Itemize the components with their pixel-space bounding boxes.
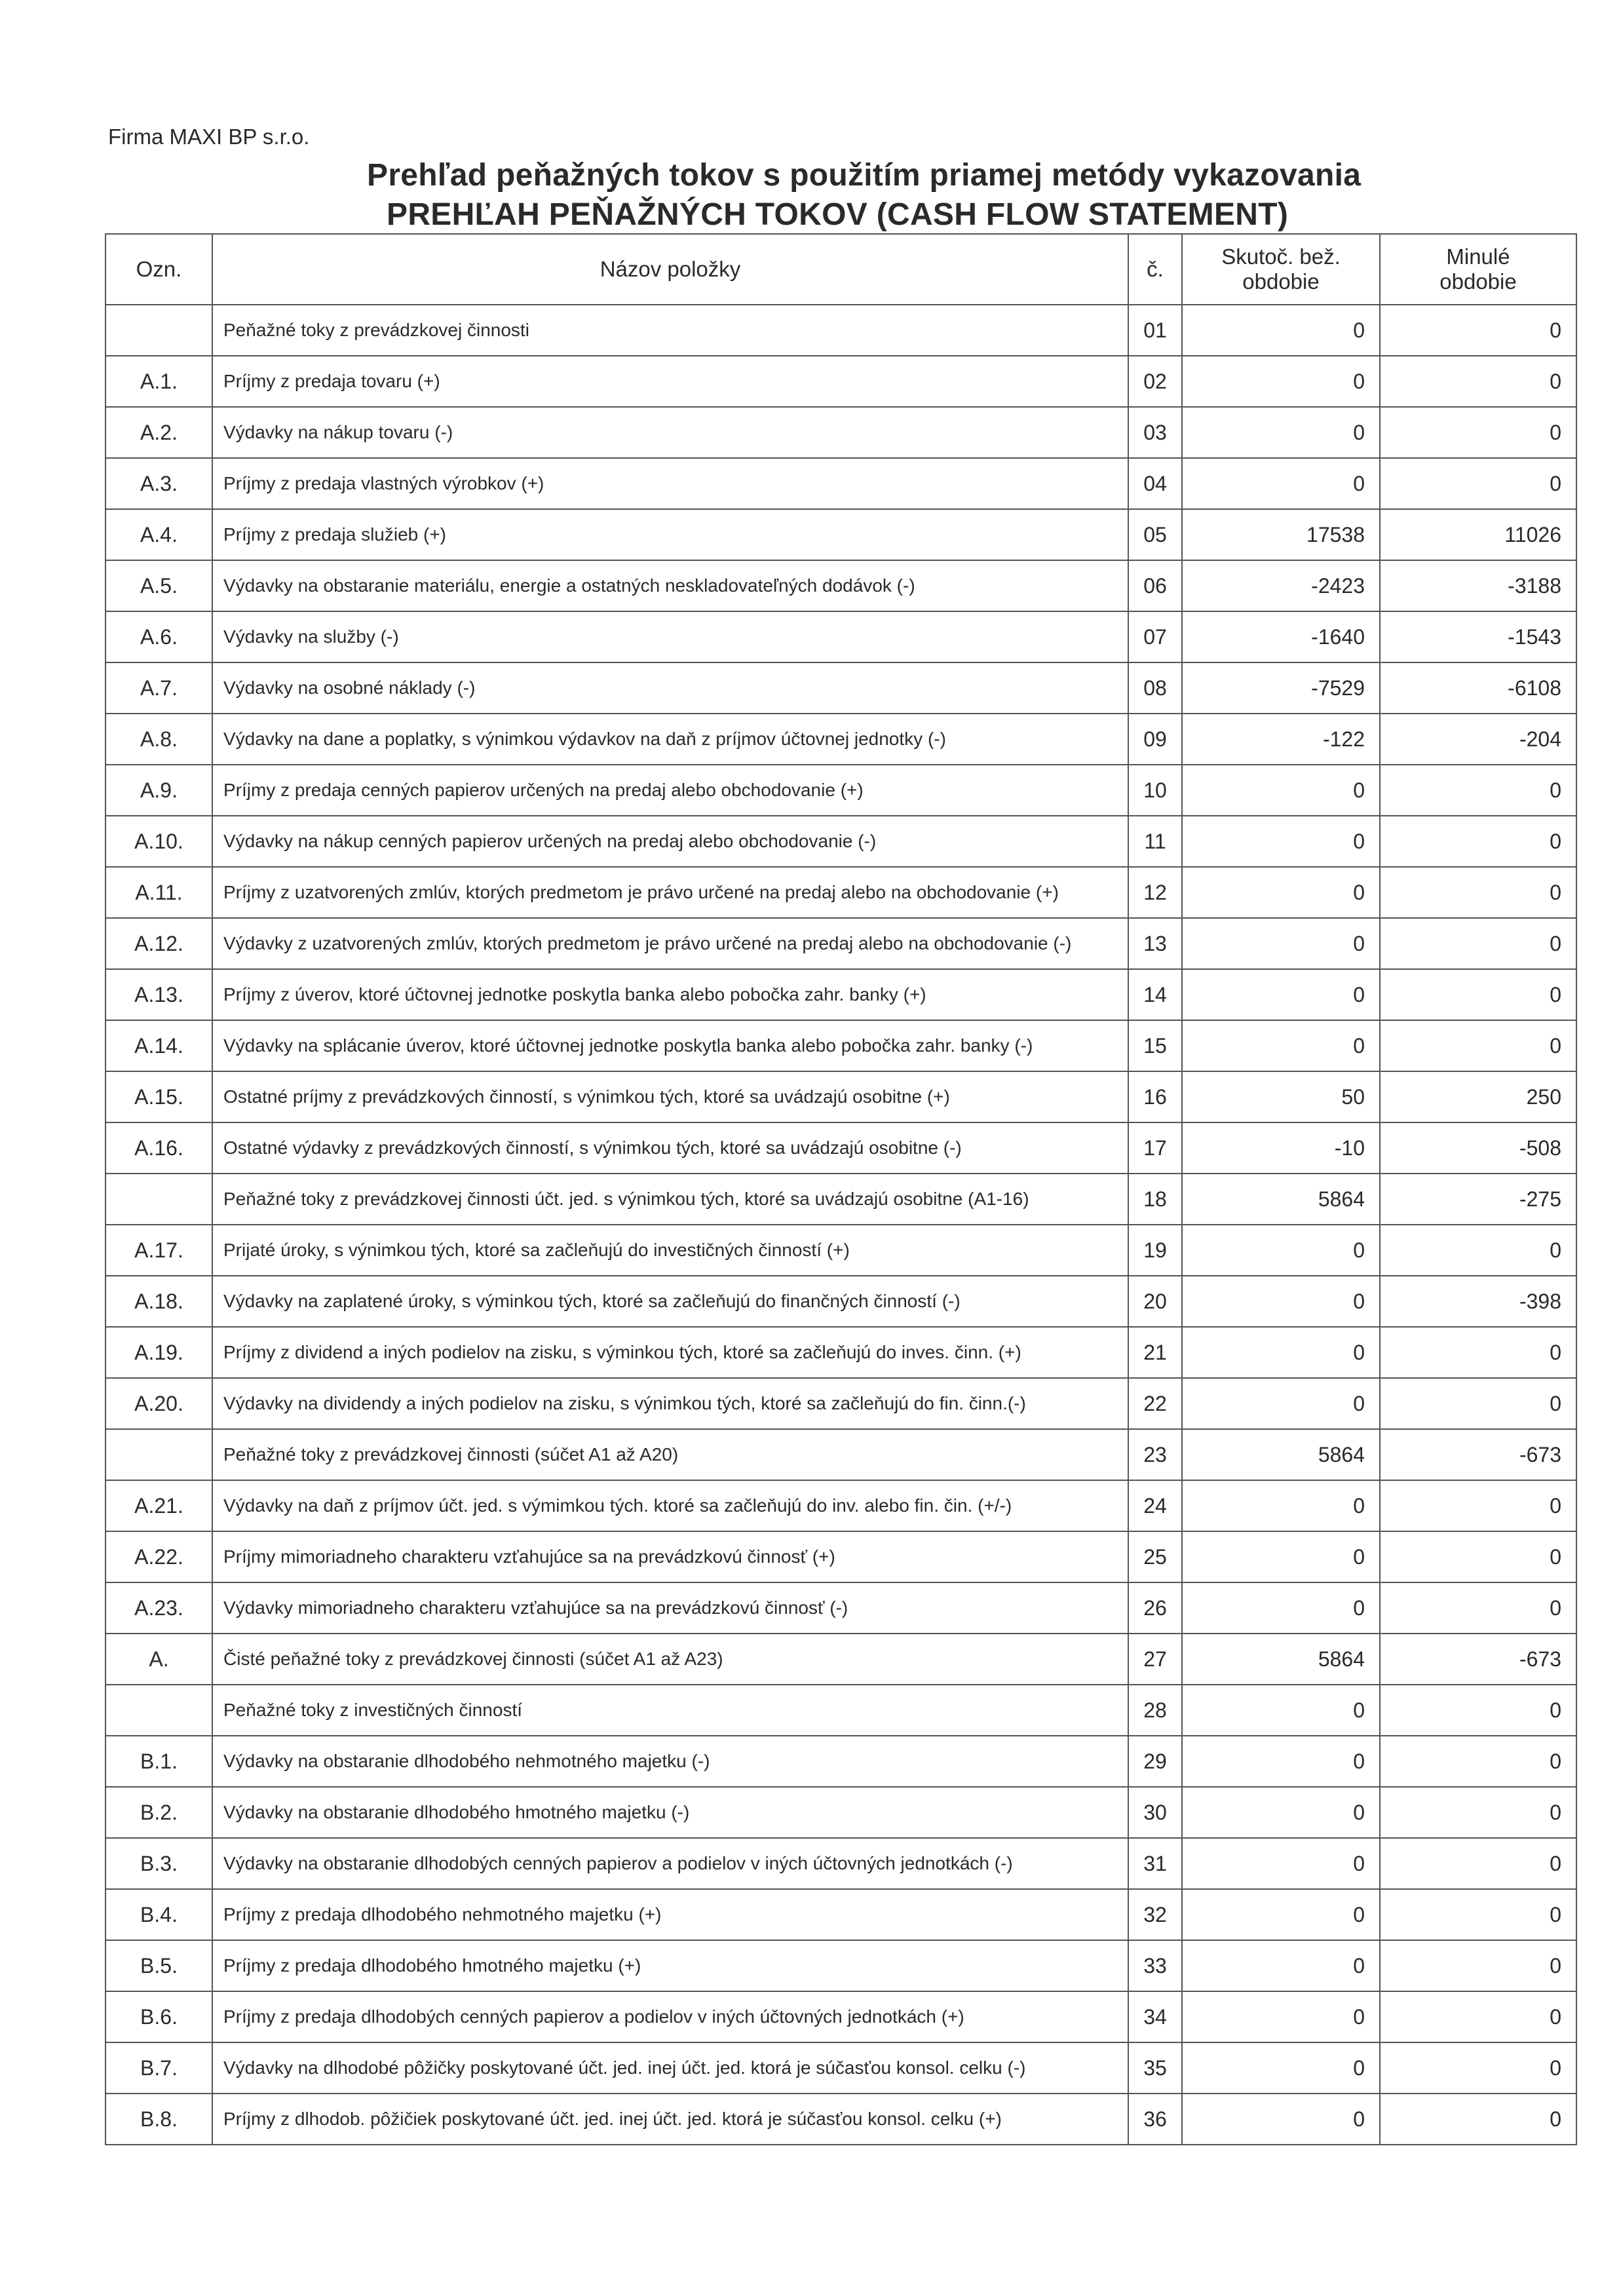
row-current-value: 0 (1183, 970, 1381, 1020)
row-number: 18 (1129, 1174, 1183, 1224)
row-previous-value: 0 (1381, 1583, 1577, 1633)
row-number: 11 (1129, 816, 1183, 866)
row-previous-value: 0 (1381, 1788, 1577, 1837)
row-number: 21 (1129, 1328, 1183, 1377)
row-number: 29 (1129, 1736, 1183, 1786)
row-previous-value: -275 (1381, 1174, 1577, 1224)
row-ozn: B.8. (106, 2094, 213, 2144)
table-row (106, 1736, 1577, 1788)
row-current-value: 5864 (1183, 1174, 1381, 1224)
table-row (106, 1788, 1577, 1839)
header-ozn: Ozn. (106, 235, 213, 304)
row-name: Príjmy z predaja služieb (+) (213, 510, 1129, 560)
row-name: Výdavky na nákup tovaru (-) (213, 408, 1129, 457)
table-row (106, 305, 1577, 356)
row-previous-value: 0 (1381, 2094, 1577, 2144)
row-name: Peňažné toky z prevádzkovej činnosti (213, 305, 1129, 355)
table-row (106, 1072, 1577, 1123)
row-name: Príjmy z predaja cenných papierov určených na predaj alebo obchodovanie (+) (213, 765, 1129, 815)
row-number: 33 (1129, 1941, 1183, 1991)
table-header (106, 235, 1577, 305)
row-ozn (106, 1430, 213, 1480)
row-number: 31 (1129, 1839, 1183, 1888)
row-ozn: A.10. (106, 816, 213, 866)
row-previous-value: 0 (1381, 1685, 1577, 1735)
table-row (106, 1174, 1577, 1225)
row-current-value: 0 (1183, 1379, 1381, 1428)
row-current-value: 17538 (1183, 510, 1381, 560)
company-name: Firma MAXI BP s.r.o. (108, 124, 310, 149)
row-name: Ostatné príjmy z prevádzkových činností, s výnimkou tých, ktoré sa uvádzajú osobitne (+) (213, 1072, 1129, 1122)
header-number: č. (1129, 235, 1183, 304)
row-ozn (106, 1174, 213, 1224)
row-current-value: 0 (1183, 816, 1381, 866)
row-ozn (106, 1685, 213, 1735)
row-number: 25 (1129, 1532, 1183, 1582)
row-previous-value: 0 (1381, 2043, 1577, 2093)
row-ozn: A.13. (106, 970, 213, 1020)
row-name: Príjmy z dividend a iných podielov na zisku, s výminkou tých, ktoré sa začleňujú do inves. činn. (+) (213, 1328, 1129, 1377)
table-body (106, 305, 1577, 2145)
row-number: 04 (1129, 459, 1183, 508)
row-ozn: A.8. (106, 714, 213, 764)
table-row (106, 1021, 1577, 1072)
row-previous-value: 0 (1381, 408, 1577, 457)
row-current-value: 0 (1183, 1890, 1381, 1940)
header-previous-period (1381, 235, 1577, 304)
row-previous-value: 0 (1381, 1328, 1577, 1377)
row-previous-value: 0 (1381, 1379, 1577, 1428)
row-ozn: A. (106, 1634, 213, 1684)
row-ozn: A.11. (106, 868, 213, 917)
row-number: 13 (1129, 919, 1183, 968)
table-row (106, 714, 1577, 765)
table-row (106, 663, 1577, 714)
row-ozn: A.2. (106, 408, 213, 457)
row-number: 10 (1129, 765, 1183, 815)
row-number: 34 (1129, 1992, 1183, 2042)
row-name: Výdavky na dividendy a iných podielov na zisku, s výnimkou tých, ktoré sa začleňujú do fin. činn.(-) (213, 1379, 1129, 1428)
row-name: Výdavky na dlhodobé pôžičky poskytované účt. jed. inej účt. jed. ktorá je súčasťou konsol. celku (-) (213, 2043, 1129, 2093)
row-number: 32 (1129, 1890, 1183, 1940)
row-previous-value: 0 (1381, 1021, 1577, 1071)
row-current-value: 0 (1183, 1225, 1381, 1275)
table-row (106, 1583, 1577, 1634)
row-previous-value: 0 (1381, 459, 1577, 508)
table-row (106, 1225, 1577, 1276)
row-previous-value: 0 (1381, 1992, 1577, 2042)
table-row (106, 1839, 1577, 1890)
table-row (106, 1685, 1577, 1736)
row-number: 14 (1129, 970, 1183, 1020)
row-current-value: 0 (1183, 1583, 1381, 1633)
row-number: 17 (1129, 1123, 1183, 1173)
table-row (106, 816, 1577, 868)
row-number: 16 (1129, 1072, 1183, 1122)
row-number: 08 (1129, 663, 1183, 713)
cash-flow-table (105, 233, 1577, 2145)
row-previous-value: -398 (1381, 1276, 1577, 1326)
row-previous-value: 0 (1381, 919, 1577, 968)
row-name: Príjmy mimoriadneho charakteru vzťahujúce sa na prevádzkovú činnosť (+) (213, 1532, 1129, 1582)
header-previous-line2: obdobie (1439, 269, 1517, 294)
row-name: Výdavky na nákup cenných papierov určených na predaj alebo obchodovanie (-) (213, 816, 1129, 866)
row-previous-value: 0 (1381, 970, 1577, 1020)
row-current-value: 0 (1183, 1328, 1381, 1377)
row-previous-value: 0 (1381, 1532, 1577, 1582)
row-name: Peňažné toky z prevádzkovej činnosti účt. jed. s výnimkou tých, ktoré sa uvádzajú osobitne (A1-16) (213, 1174, 1129, 1224)
row-ozn: A.9. (106, 765, 213, 815)
row-number: 02 (1129, 356, 1183, 406)
table-row (106, 970, 1577, 1021)
row-ozn: A.18. (106, 1276, 213, 1326)
row-number: 20 (1129, 1276, 1183, 1326)
row-number: 23 (1129, 1430, 1183, 1480)
header-name: Názov položky (213, 235, 1129, 304)
row-current-value: 0 (1183, 2094, 1381, 2144)
table-row (106, 459, 1577, 510)
row-current-value: 0 (1183, 868, 1381, 917)
row-current-value: 0 (1183, 1839, 1381, 1888)
row-ozn: A.16. (106, 1123, 213, 1173)
row-number: 19 (1129, 1225, 1183, 1275)
row-name: Peňažné toky z investičných činností (213, 1685, 1129, 1735)
row-ozn: B.2. (106, 1788, 213, 1837)
row-current-value: 5864 (1183, 1634, 1381, 1684)
row-name: Peňažné toky z prevádzkovej činnosti (súčet A1 až A20) (213, 1430, 1129, 1480)
row-previous-value: 0 (1381, 1839, 1577, 1888)
row-previous-value: -204 (1381, 714, 1577, 764)
row-current-value: 0 (1183, 2043, 1381, 2093)
row-name: Čisté peňažné toky z prevádzkovej činnosti (súčet A1 až A23) (213, 1634, 1129, 1684)
row-number: 35 (1129, 2043, 1183, 2093)
row-ozn: A.22. (106, 1532, 213, 1582)
row-name: Príjmy z dlhodob. pôžičiek poskytované účt. jed. inej účt. jed. ktorá je súčasťou konsol. celku (+) (213, 2094, 1129, 2144)
row-number: 22 (1129, 1379, 1183, 1428)
row-previous-value: -673 (1381, 1430, 1577, 1480)
row-number: 07 (1129, 612, 1183, 662)
row-current-value: 0 (1183, 356, 1381, 406)
row-previous-value: 0 (1381, 1481, 1577, 1531)
row-ozn: A.12. (106, 919, 213, 968)
row-number: 03 (1129, 408, 1183, 457)
row-number: 05 (1129, 510, 1183, 560)
row-name: Výdavky na zaplatené úroky, s výminkou tých, ktoré sa začleňujú do finančných činností (-) (213, 1276, 1129, 1326)
row-name: Výdavky na obstaranie dlhodobého hmotného majetku (-) (213, 1788, 1129, 1837)
row-name: Výdavky na daň z príjmov účt. jed. s výmimkou tých. ktoré sa začleňujú do inv. alebo fin. čin. (+/-) (213, 1481, 1129, 1531)
row-previous-value: -508 (1381, 1123, 1577, 1173)
table-row (106, 1379, 1577, 1430)
table-row (106, 1890, 1577, 1941)
table-row (106, 1532, 1577, 1583)
row-ozn: B.1. (106, 1736, 213, 1786)
table-row (106, 2043, 1577, 2094)
row-current-value: -2423 (1183, 561, 1381, 611)
row-number: 06 (1129, 561, 1183, 611)
row-number: 09 (1129, 714, 1183, 764)
row-ozn: B.7. (106, 2043, 213, 2093)
row-previous-value: -673 (1381, 1634, 1577, 1684)
row-current-value: 0 (1183, 1481, 1381, 1531)
row-previous-value: 0 (1381, 816, 1577, 866)
table-row (106, 765, 1577, 816)
row-previous-value: 0 (1381, 1736, 1577, 1786)
header-previous-line1: Minulé (1446, 244, 1510, 269)
table-row (106, 2094, 1577, 2145)
row-ozn: A.23. (106, 1583, 213, 1633)
row-name: Prijaté úroky, s výnimkou tých, ktoré sa začleňujú do investičných činností (+) (213, 1225, 1129, 1275)
row-previous-value: -3188 (1381, 561, 1577, 611)
row-name: Výdavky na splácanie úverov, ktoré účtovnej jednotke poskytla banka alebo pobočka zahr. banky (-) (213, 1021, 1129, 1071)
row-ozn: A.6. (106, 612, 213, 662)
header-current-line1: Skutoč. bež. (1221, 244, 1341, 269)
row-current-value: 0 (1183, 305, 1381, 355)
row-previous-value: 0 (1381, 356, 1577, 406)
row-current-value: -7529 (1183, 663, 1381, 713)
table-row (106, 561, 1577, 612)
row-ozn: A.17. (106, 1225, 213, 1275)
row-current-value: 50 (1183, 1072, 1381, 1122)
row-ozn (106, 305, 213, 355)
page-subtitle: PREHĽAH PEŇAŽNÝCH TOKOV (CASH FLOW STATEMENT) (387, 197, 1289, 232)
row-name: Príjmy z uzatvorených zmlúv, ktorých predmetom je právo určené na predaj alebo na obchodovanie (+) (213, 868, 1129, 917)
row-name: Výdavky na osobné náklady (-) (213, 663, 1129, 713)
row-previous-value: -6108 (1381, 663, 1577, 713)
row-number: 30 (1129, 1788, 1183, 1837)
table-row (106, 408, 1577, 459)
table-row (106, 612, 1577, 663)
row-name: Príjmy z predaja vlastných výrobkov (+) (213, 459, 1129, 508)
row-previous-value: 0 (1381, 1225, 1577, 1275)
row-previous-value: 0 (1381, 1890, 1577, 1940)
row-previous-value: 0 (1381, 765, 1577, 815)
row-number: 26 (1129, 1583, 1183, 1633)
row-number: 27 (1129, 1634, 1183, 1684)
row-current-value: 0 (1183, 459, 1381, 508)
row-current-value: 0 (1183, 1736, 1381, 1786)
row-previous-value: 250 (1381, 1072, 1577, 1122)
table-row (106, 356, 1577, 408)
table-row (106, 510, 1577, 561)
row-current-value: 0 (1183, 1788, 1381, 1837)
row-name: Výdavky na obstaranie dlhodobého nehmotného majetku (-) (213, 1736, 1129, 1786)
row-current-value: -10 (1183, 1123, 1381, 1173)
row-previous-value: -1543 (1381, 612, 1577, 662)
row-current-value: 0 (1183, 408, 1381, 457)
row-current-value: 0 (1183, 1992, 1381, 2042)
row-name: Príjmy z predaja dlhodobého nehmotného majetku (+) (213, 1890, 1129, 1940)
row-name: Výdavky na obstaranie materiálu, energie a ostatných neskladovateľných dodávok (-) (213, 561, 1129, 611)
row-ozn: A.4. (106, 510, 213, 560)
header-current-line2: obdobie (1242, 269, 1320, 294)
row-current-value: 0 (1183, 1532, 1381, 1582)
row-ozn: A.5. (106, 561, 213, 611)
table-row (106, 868, 1577, 919)
row-ozn: A.20. (106, 1379, 213, 1428)
row-ozn: B.5. (106, 1941, 213, 1991)
row-current-value: 0 (1183, 1021, 1381, 1071)
row-previous-value: 0 (1381, 1941, 1577, 1991)
row-name: Príjmy z úverov, ktoré účtovnej jednotke poskytla banka alebo pobočka zahr. banky (+) (213, 970, 1129, 1020)
row-ozn: A.19. (106, 1328, 213, 1377)
row-current-value: 0 (1183, 1685, 1381, 1735)
row-number: 12 (1129, 868, 1183, 917)
row-current-value: 0 (1183, 1941, 1381, 1991)
row-previous-value: 0 (1381, 305, 1577, 355)
header-current-period (1183, 235, 1381, 304)
row-ozn: A.1. (106, 356, 213, 406)
row-name: Výdavky mimoriadneho charakteru vzťahujúce sa na prevádzkovú činnosť (-) (213, 1583, 1129, 1633)
row-previous-value: 11026 (1381, 510, 1577, 560)
row-ozn: A.14. (106, 1021, 213, 1071)
row-ozn: B.3. (106, 1839, 213, 1888)
row-name: Výdavky z uzatvorených zmlúv, ktorých predmetom je právo určené na predaj alebo na obchodovanie (-) (213, 919, 1129, 968)
row-previous-value: 0 (1381, 868, 1577, 917)
row-current-value: 0 (1183, 1276, 1381, 1326)
table-row (106, 1430, 1577, 1481)
table-row (106, 1481, 1577, 1532)
row-current-value: 0 (1183, 919, 1381, 968)
row-ozn: B.6. (106, 1992, 213, 2042)
row-name: Príjmy z predaja tovaru (+) (213, 356, 1129, 406)
row-current-value: 0 (1183, 765, 1381, 815)
table-row (106, 1634, 1577, 1685)
row-name: Ostatné výdavky z prevádzkových činností, s výnimkou tých, ktoré sa uvádzajú osobitne (-) (213, 1123, 1129, 1173)
table-row (106, 1123, 1577, 1174)
table-row (106, 1992, 1577, 2043)
row-ozn: A.15. (106, 1072, 213, 1122)
row-current-value: 5864 (1183, 1430, 1381, 1480)
row-number: 01 (1129, 305, 1183, 355)
row-ozn: B.4. (106, 1890, 213, 1940)
row-ozn: A.3. (106, 459, 213, 508)
row-ozn: A.7. (106, 663, 213, 713)
table-row (106, 1941, 1577, 1992)
row-name: Príjmy z predaja dlhodobých cenných papierov a podielov v iných účtovných jednotkách (+) (213, 1992, 1129, 2042)
page-title: Prehľad peňažných tokov s použitím priamej metódy vykazovania (367, 158, 1362, 193)
row-number: 36 (1129, 2094, 1183, 2144)
row-name: Výdavky na služby (-) (213, 612, 1129, 662)
table-row (106, 919, 1577, 970)
row-number: 15 (1129, 1021, 1183, 1071)
row-number: 24 (1129, 1481, 1183, 1531)
table-row (106, 1328, 1577, 1379)
row-current-value: -1640 (1183, 612, 1381, 662)
row-number: 28 (1129, 1685, 1183, 1735)
row-current-value: -122 (1183, 714, 1381, 764)
row-name: Výdavky na obstaranie dlhodobých cenných papierov a podielov v iných účtovných jednotkách (-) (213, 1839, 1129, 1888)
row-ozn: A.21. (106, 1481, 213, 1531)
row-name: Výdavky na dane a poplatky, s výnimkou výdavkov na daň z príjmov účtovnej jednotky (-) (213, 714, 1129, 764)
table-row (106, 1276, 1577, 1328)
row-name: Príjmy z predaja dlhodobého hmotného majetku (+) (213, 1941, 1129, 1991)
